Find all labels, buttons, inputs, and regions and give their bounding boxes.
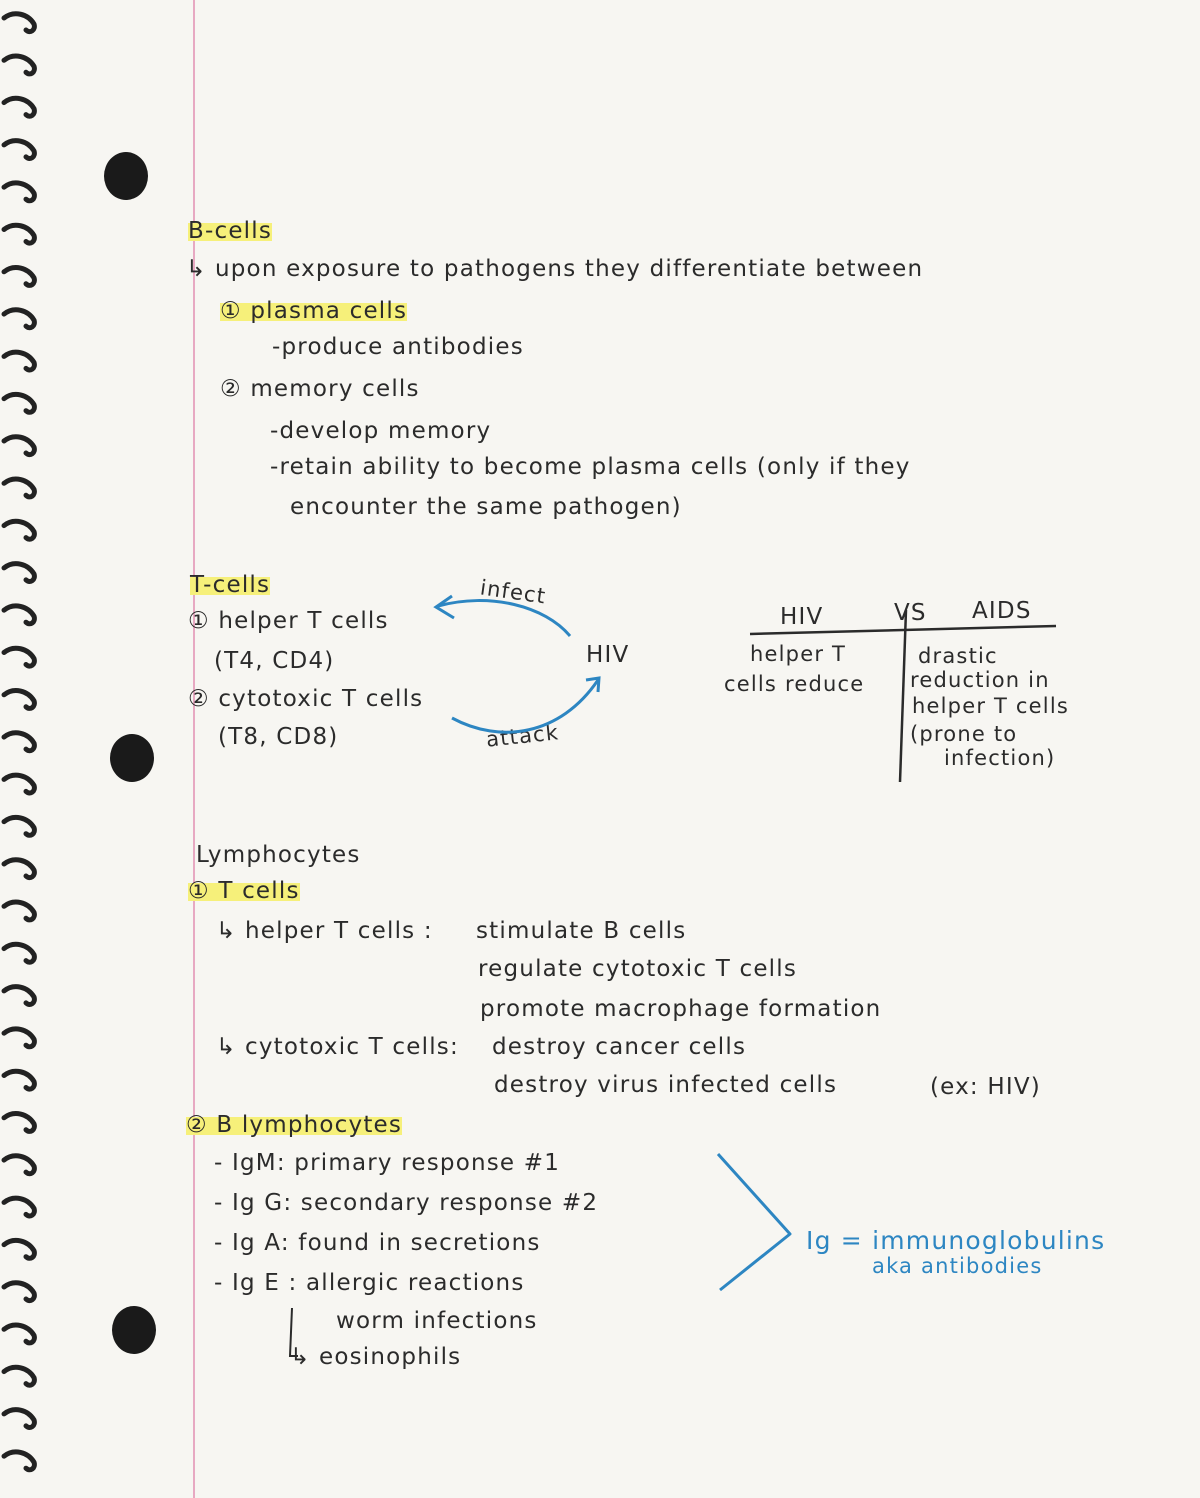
ige-line: - Ig E : allergic reactions [214,1270,525,1296]
hiv-effect-line1: helper T [750,642,847,666]
igg-line: - Ig G: secondary response #2 [214,1190,599,1216]
spiral-coil [4,1156,34,1174]
comparison-hiv-header: HIV [780,604,824,630]
spiral-coil [4,564,34,582]
comparison-vs: VS [894,600,927,626]
punch-hole-top [104,152,148,200]
memory-note-1: -develop memory [270,418,492,444]
spiral-coil [4,141,34,159]
iga-line: - Ig A: found in secretions [214,1230,541,1256]
spiral-coil [4,691,34,709]
aids-effect-line1: drastic [918,644,998,668]
spiral-coil [4,479,34,497]
spiral-coil [4,902,34,920]
spiral-coil [4,225,34,243]
infect-arrow [438,601,570,636]
spiral-coil [4,987,34,1005]
plasma-cells-note: -produce antibodies [272,334,524,360]
spiral-coil [4,437,34,455]
ige-worm-infections: worm infections [336,1308,538,1334]
comparison-table-vertical [900,610,906,782]
spiral-coil [4,1452,34,1470]
helper-t-markers: (T4, CD4) [214,648,335,674]
ig-definition: Ig = immunoglobulins [806,1226,1106,1255]
spiral-coil [4,394,34,412]
helper-function-3: promote macrophage formation [480,996,882,1022]
cytotoxic-label: ↳ cytotoxic T cells: [216,1034,459,1060]
infect-label: infect [478,575,548,609]
memory-cells-heading: ② memory cells [220,376,420,402]
punch-hole-bottom [112,1306,156,1354]
spiral-coil [4,775,34,793]
b-lymphocytes-heading: ② B lymphocytes [186,1112,403,1138]
punch-hole-middle [110,734,154,782]
spiral-coil [4,1410,34,1428]
spiral-coil [4,1325,34,1343]
spiral-binding [0,0,46,1498]
attack-arrowhead [586,678,599,692]
cytotoxic-function-1: destroy cancer cells [492,1034,747,1060]
b-cells-title: B-cells [188,218,273,244]
lymph-t-cells: ① T cells [188,878,300,904]
ige-eosinophils: ↳ eosinophils [290,1344,462,1370]
spiral-coil [4,183,34,201]
cytotoxic-t-markers: (T8, CD8) [218,724,339,750]
igm-line: - IgM: primary response #1 [214,1150,561,1176]
spiral-coil [4,310,34,328]
spiral-coil [4,98,34,116]
spiral-coil [4,56,34,74]
attack-label: attack [484,720,561,752]
spiral-coil [4,1029,34,1047]
hiv-effect-line2: cells reduce [724,672,865,696]
hiv-label: HIV [586,642,630,668]
spiral-coil [4,1240,34,1258]
ig-aka: aka antibodies [872,1254,1043,1278]
spiral-coil [4,352,34,370]
b-cells-intro: ↳ upon exposure to pathogens they differentiate between [186,256,924,282]
spiral-coil [4,1198,34,1216]
cytotoxic-function-2: destroy virus infected cells [494,1072,838,1098]
aids-effect-line3: helper T cells [912,694,1070,718]
plasma-cells-heading: ① plasma cells [220,298,408,324]
helper-function-1: stimulate B cells [476,918,687,944]
helper-label: ↳ helper T cells : [216,918,433,944]
memory-note-2: -retain ability to become plasma cells (only if they [270,454,911,480]
spiral-coil [4,1367,34,1385]
spiral-coil [4,606,34,624]
spiral-coil [4,733,34,751]
spiral-coil [4,521,34,539]
cytotoxic-example: (ex: HIV) [930,1074,1041,1100]
spiral-coil [4,268,34,286]
helper-t-cells: ① helper T cells [188,608,389,634]
infect-arrowhead [436,596,454,618]
memory-note-3: encounter the same pathogen) [290,494,682,520]
lymphocytes-title: Lymphocytes [196,842,361,868]
ig-bracket [718,1154,790,1290]
spiral-coil [4,648,34,666]
spiral-coil [4,1114,34,1132]
cytotoxic-t-cells: ② cytotoxic T cells [188,686,424,712]
helper-function-2: regulate cytotoxic T cells [478,956,798,982]
aids-effect-line4: (prone to [910,722,1018,746]
aids-effect-line2: reduction in [910,668,1050,692]
comparison-aids-header: AIDS [972,598,1032,624]
spiral-coil [4,14,34,32]
spiral-coil [4,1283,34,1301]
spiral-coil [4,1071,34,1089]
aids-effect-line5: infection) [944,746,1056,770]
t-cells-title: T-cells [190,572,271,598]
spiral-coil [4,817,34,835]
spiral-coil [4,944,34,962]
spiral-coil [4,860,34,878]
